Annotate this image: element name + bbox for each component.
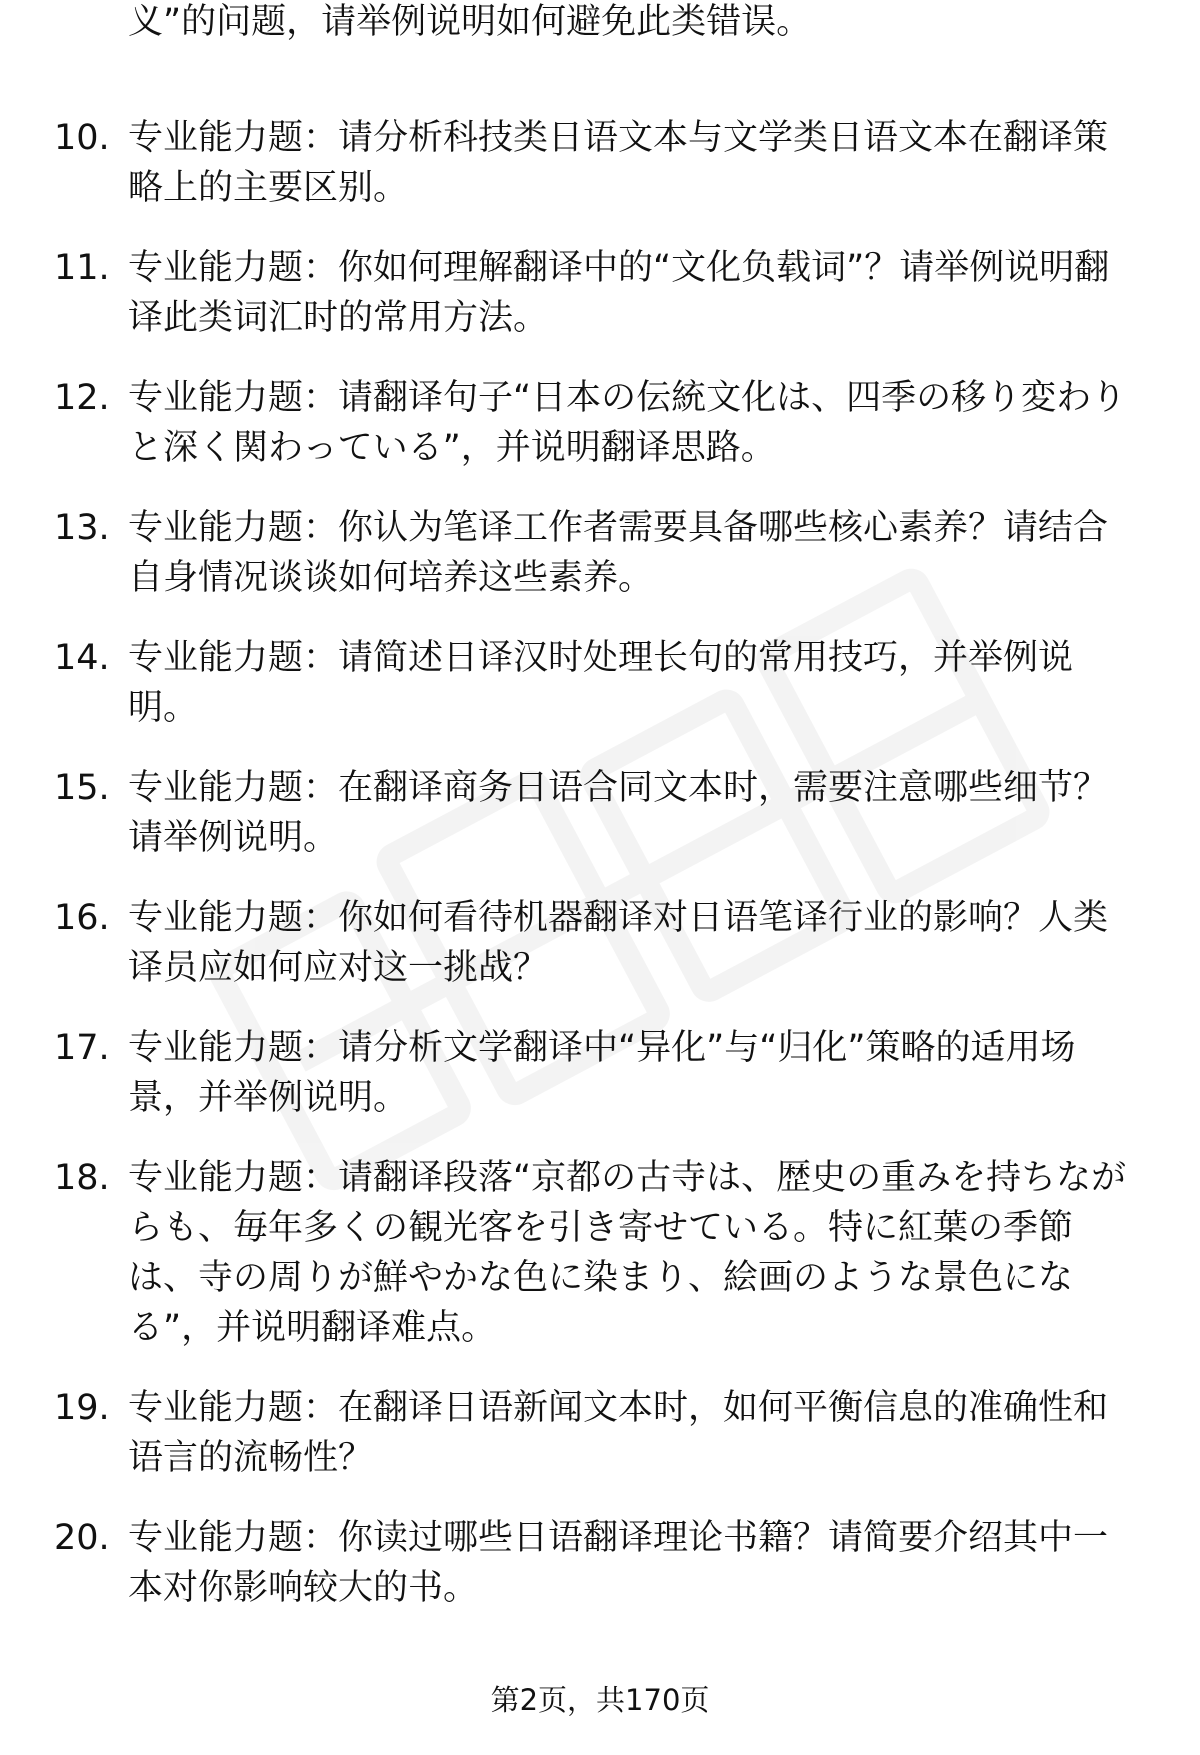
question-item — [0, 1153, 1200, 1353]
question-number: 14. — [54, 638, 110, 678]
question-number: 12. — [54, 378, 110, 418]
question-item — [0, 503, 1200, 603]
question-text: 专业能力题：请翻译句子“日本の伝統文化は、四季の移り変わりと深く関わっている”，并说明翻译思路。 — [128, 378, 1127, 468]
question-item — [0, 113, 1200, 213]
page-footer: 第2页，共170页 — [490, 1683, 710, 1717]
question-text: 专业能力题：请简述日译汉时处理长句的常用技巧，并举例说明。 — [128, 638, 1074, 728]
question-text: 专业能力题：在翻译日语新闻文本时，如何平衡信息的准确性和语言的流畅性？ — [128, 1388, 1109, 1478]
question-text: 专业能力题：你如何看待机器翻译对日语笔译行业的影响？人类译员应如何应对这一挑战？ — [128, 898, 1109, 988]
question-item — [0, 243, 1200, 343]
question-number: 19. — [54, 1388, 110, 1428]
question-text: 专业能力题：请分析科技类日语文本与文学类日语文本在翻译策略上的主要区别。 — [128, 118, 1109, 208]
question-text: 专业能力题：请分析文学翻译中“异化”与“归化”策略的适用场景，并举例说明。 — [128, 1028, 1076, 1118]
continuation-text: 义”的问题，请举例说明如何避免此类错误。 — [128, 2, 812, 42]
question-text: 专业能力题：请翻译段落“京都の古寺は、歴史の重みを持ちながらも、毎年多くの観光客を引き寄せている。特に紅葉の季節は、寺の周りが鮮やかな色に染まり、絵画のような景色になる”，并说明翻译难点。 — [128, 1158, 1127, 1348]
question-number: 13. — [54, 508, 110, 548]
question-number: 11. — [54, 248, 110, 288]
question-number: 16. — [54, 898, 110, 938]
question-item — [0, 1513, 1200, 1613]
question-item — [0, 1383, 1200, 1483]
question-number: 10. — [54, 118, 110, 158]
question-text: 专业能力题：你认为笔译工作者需要具备哪些核心素养？请结合自身情况谈谈如何培养这些素养。 — [128, 508, 1109, 598]
question-number: 20. — [54, 1518, 110, 1558]
question-number: 15. — [54, 768, 110, 808]
question-item — [0, 633, 1200, 733]
question-number: 17. — [54, 1028, 110, 1068]
question-number: 18. — [54, 1158, 110, 1198]
question-item — [0, 763, 1200, 863]
question-text: 专业能力题：你如何理解翻译中的“文化负载词”？请举例说明翻译此类词汇时的常用方法。 — [128, 248, 1110, 338]
question-list — [0, 58, 1200, 1643]
question-item — [0, 373, 1200, 473]
question-item — [0, 1023, 1200, 1123]
question-item — [0, 893, 1200, 993]
question-text: 专业能力题：你读过哪些日语翻译理论书籍？请简要介绍其中一本对你影响较大的书。 — [128, 1518, 1109, 1608]
question-text: 专业能力题：在翻译商务日语合同文本时，需要注意哪些细节？请举例说明。 — [128, 768, 1109, 858]
